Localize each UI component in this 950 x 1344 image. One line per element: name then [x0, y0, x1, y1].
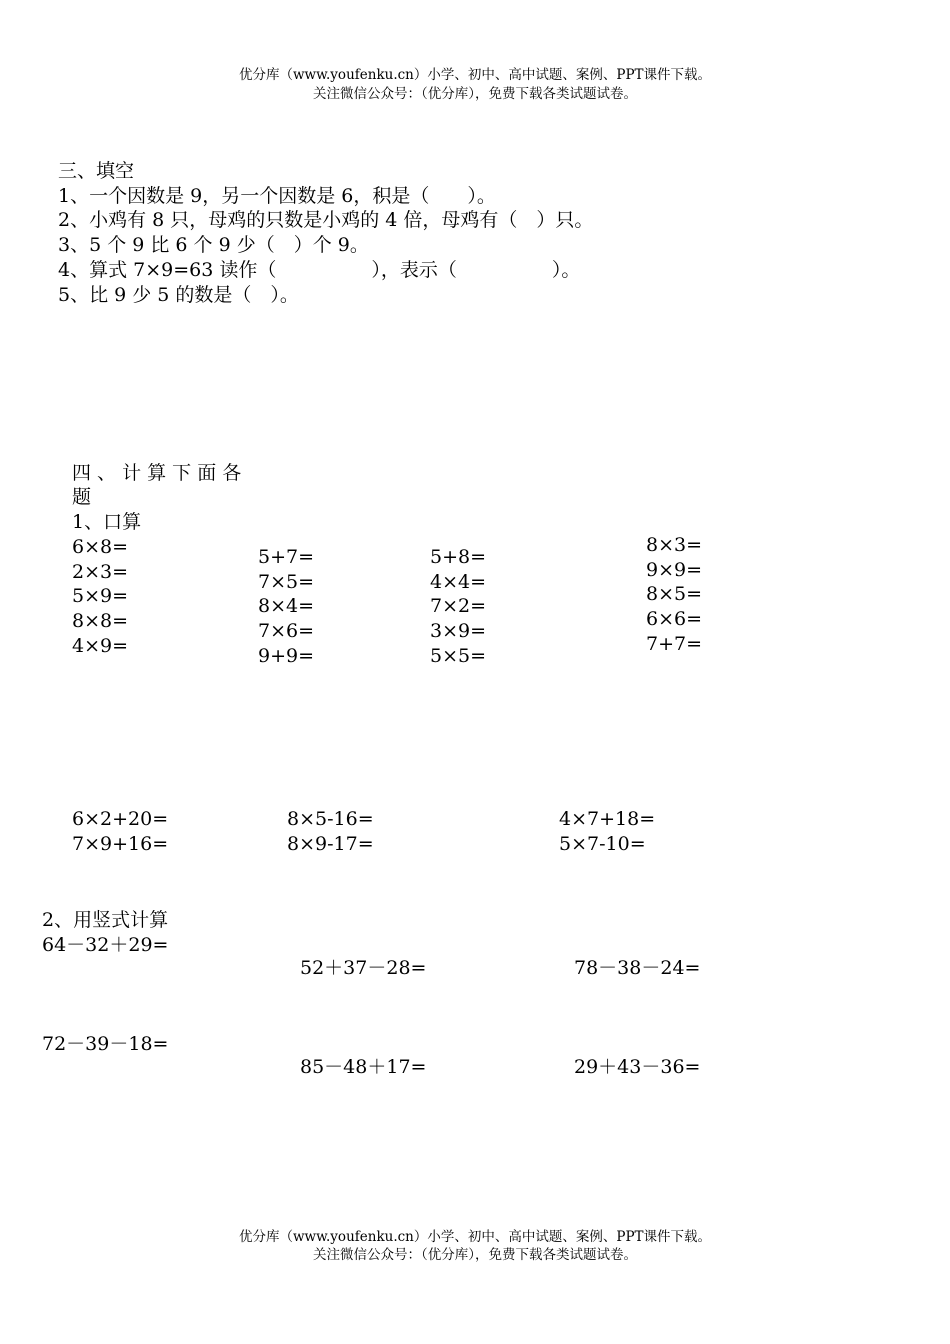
mixed-problem: 7×9+16= [72, 832, 169, 855]
fill-blank-item-5: 5、比 9 少 5 的数是（ ）。 [58, 284, 299, 306]
mixed-column-3 [559, 807, 655, 856]
vertical-problem: 78－38－24= [574, 957, 701, 979]
fill-blank-item-3: 3、5 个 9 比 6 个 9 少（ ）个 9。 [58, 234, 369, 256]
oral-problem: 3×9= [430, 620, 487, 643]
vertical-problem: 85－48＋17= [300, 1056, 427, 1078]
oral-problem: 5×9= [72, 585, 129, 608]
oral-problem: 7+7= [646, 632, 703, 655]
page-header-line2: 关注微信公众号：（优分库），免费下载各类试题试卷。 [313, 86, 637, 102]
fill-blank-item-4: 4、算式 7×9=63 读作（ ），表示（ ）。 [58, 259, 581, 281]
oral-problem: 9+9= [258, 644, 315, 667]
oral-problem: 9×9= [646, 558, 703, 581]
vertical-problem: 64－32＋29= [42, 934, 169, 956]
vertical-problem: 72－39－18= [42, 1033, 169, 1055]
oral-problem: 7×6= [258, 620, 315, 643]
oral-column-4 [646, 533, 702, 657]
oral-column-1 [72, 535, 128, 659]
oral-calc-title: 1、口算 [72, 511, 142, 533]
oral-problem: 8×4= [258, 595, 315, 618]
oral-problem: 5+7= [258, 546, 315, 568]
mixed-problem: 4×7+18= [559, 808, 656, 830]
vertical-problem: 29＋43－36= [574, 1056, 701, 1078]
oral-problem: 8×3= [646, 534, 703, 556]
oral-problem: 7×2= [430, 595, 487, 618]
section4-title: 四 、 计 算 下 面 各 [72, 462, 242, 484]
oral-column-3 [430, 545, 486, 669]
mixed-column-1 [72, 807, 168, 856]
page-header-line1: 优分库（www.youfenku.cn）小学、初中、高中试题、案例、PPT课件下载。 [238, 67, 712, 83]
section4-title-cont: 题 [72, 486, 92, 508]
oral-problem: 7×5= [258, 570, 315, 593]
page-footer-line1: 优分库（www.youfenku.cn）小学、初中、高中试题、案例、PPT课件下载。 [238, 1229, 712, 1245]
oral-problem: 5×5= [430, 644, 487, 667]
oral-problem: 5+8= [430, 546, 487, 568]
mixed-problem: 6×2+20= [72, 808, 169, 830]
mixed-problem: 8×9-17= [287, 832, 374, 855]
fill-blank-item-1: 1、一个因数是 9，另一个因数是 6，积是（ ）。 [58, 185, 496, 207]
oral-problem: 6×6= [646, 608, 703, 631]
mixed-problem: 5×7-10= [559, 832, 646, 855]
oral-problem: 8×5= [646, 583, 703, 606]
page-footer-line2: 关注微信公众号：（优分库），免费下载各类试题试卷。 [313, 1247, 637, 1263]
fill-blank-item-2: 2、小鸡有 8 只，母鸡的只数是小鸡的 4 倍，母鸡有（ ）只。 [58, 209, 594, 231]
oral-problem: 4×4= [430, 570, 487, 593]
section3-title: 三、填空 [58, 160, 135, 182]
oral-problem: 8×8= [72, 610, 129, 633]
mixed-column-2 [287, 807, 374, 856]
vertical-problem: 52＋37－28= [300, 957, 427, 979]
mixed-problem: 8×5-16= [287, 808, 374, 830]
oral-problem: 4×9= [72, 634, 129, 657]
oral-problem: 2×3= [72, 560, 129, 583]
vertical-calc-title: 2、用竖式计算 [42, 909, 169, 931]
oral-problem: 6×8= [72, 536, 129, 558]
oral-column-2 [258, 545, 314, 669]
